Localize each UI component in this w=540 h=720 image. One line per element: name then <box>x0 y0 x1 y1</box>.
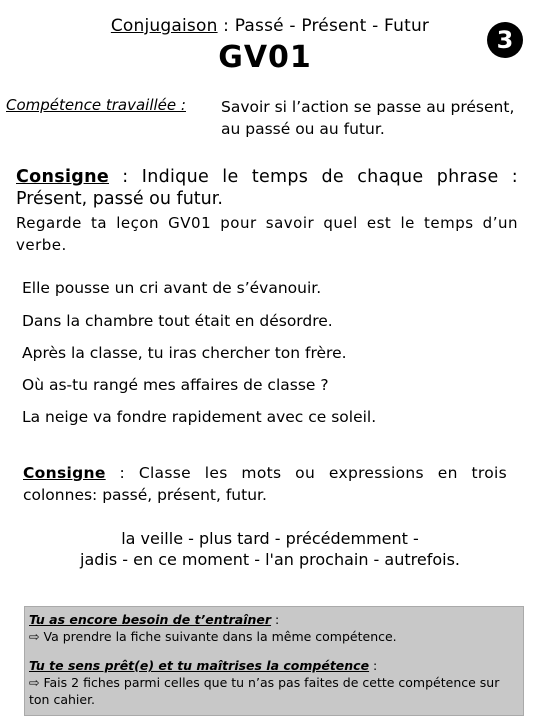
subject-label: Conjugaison <box>110 16 218 36</box>
help-title-2-suffix: : <box>369 658 378 673</box>
word-list-line2: jadis - en ce moment - l'an prochain - autrefois. <box>80 550 460 569</box>
help-text-2-row <box>29 674 519 708</box>
help-title-1-row <box>29 611 519 628</box>
consigne-2-rest: : Classe les mots ou expressions en trois <box>105 464 507 482</box>
competence-text: Savoir si l’action se passe au présent, au passé ou au futur. <box>221 98 515 138</box>
consigne-1-note: Regarde ta leçon GV01 pour savoir quel est le temps d’un verbe. <box>16 214 518 254</box>
title-rest: : Passé - Présent - Futur <box>217 16 430 36</box>
sentence-5: La neige va fondre rapidement avec ce soleil. <box>22 408 377 426</box>
sentence-3: Après la classe, tu iras chercher ton frère. <box>22 344 347 362</box>
help-title-2: Tu te sens prêt(e) et tu maîtrises la compétence <box>29 658 370 673</box>
consigne-2-line1 <box>23 462 507 484</box>
lesson-code: GV01 <box>218 40 312 75</box>
consigne-1-line2: Présent, passé ou futur. <box>16 189 223 209</box>
help-title-1: Tu as encore besoin de t’entraîner <box>29 612 272 627</box>
sentence-1: Elle pousse un cri avant de s’évanouir. <box>22 279 322 297</box>
sentence-4: Où as-tu rangé mes affaires de classe ? <box>22 376 329 394</box>
consigne-1-keyword: Consigne <box>16 167 109 187</box>
header-title <box>0 16 540 36</box>
consigne-1-rest: : Indique le temps de chaque phrase : <box>109 167 518 187</box>
sentence-2: Dans la chambre tout était en désordre. <box>22 312 333 330</box>
help-box <box>24 606 524 716</box>
competence-label-text: Compétence travaillée : <box>6 96 186 114</box>
consigne-2-line2: colonnes: passé, présent, futur. <box>23 486 267 504</box>
help-title-2-row <box>29 657 519 674</box>
arrow-right-icon: ⇨ <box>29 675 40 690</box>
help-text-1-row <box>29 628 519 645</box>
consigne-1-line1 <box>16 166 518 188</box>
word-list-line1: la veille - plus tard - précédemment - <box>121 529 419 548</box>
help-title-1-suffix: : <box>271 612 280 627</box>
consigne-2-keyword: Consigne <box>23 464 106 482</box>
competence-label <box>6 96 186 114</box>
arrow-right-icon: ⇨ <box>29 629 40 644</box>
help-text-1: Va prendre la fiche suivante dans la même compétence. <box>43 629 397 644</box>
number-badge: 3 <box>487 22 523 58</box>
help-text-2: Fais 2 fiches parmi celles que tu n’as pas faites de cette compétence sur ton cahier. <box>29 675 500 707</box>
